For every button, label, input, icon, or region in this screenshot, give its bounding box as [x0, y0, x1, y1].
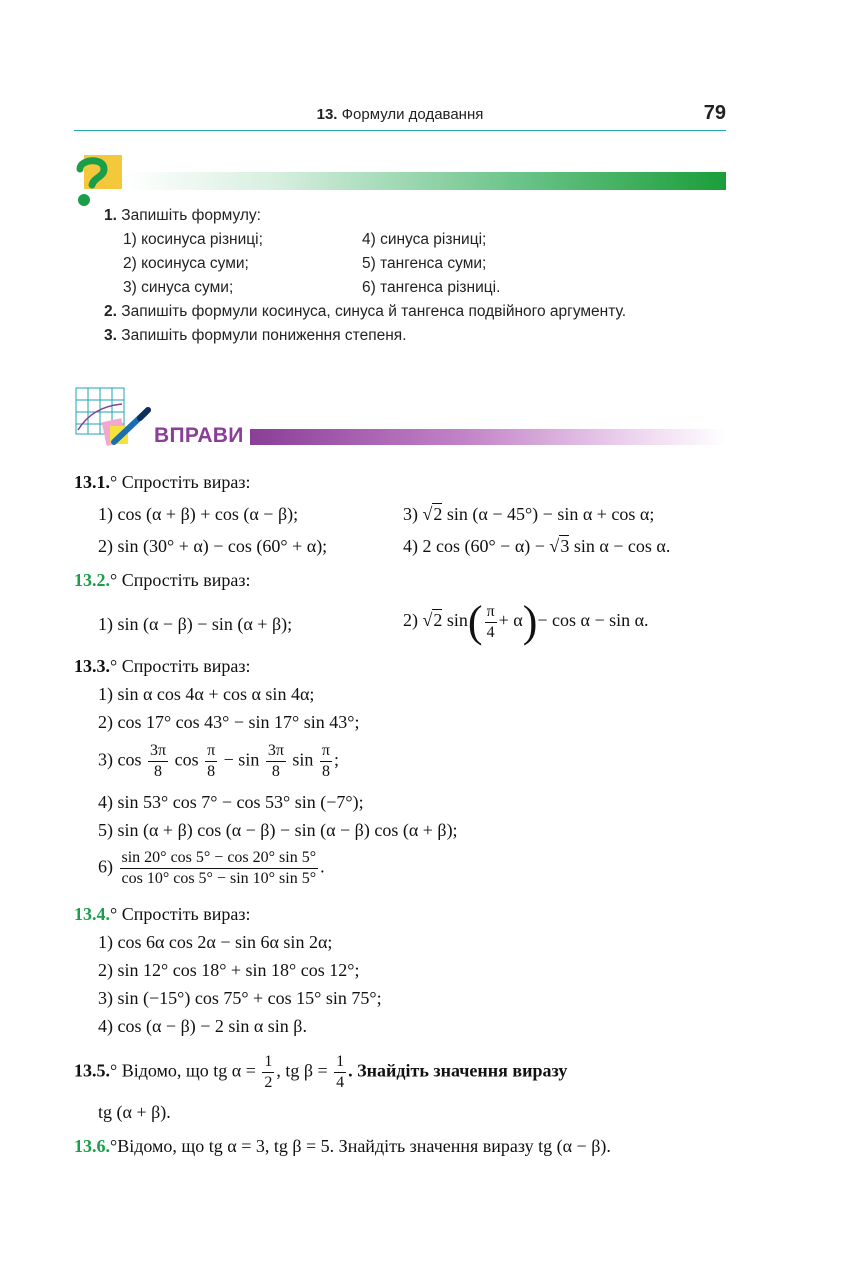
sqrt-symbol: √2: [422, 610, 443, 631]
sqrt-symbol: √3: [549, 536, 570, 556]
exercise-13-5-line-2: tg (α + β).: [98, 1102, 171, 1122]
question-mark-icon: [74, 155, 122, 207]
fraction: $\frac{3\pi}{8}$: [267, 742, 284, 780]
review-item-row: 2) косинуса суми; 5) тангенса суми;: [123, 255, 487, 272]
exercise-13-4-item-3: 3) sin (−15°) cos 75° + cos 15° sin 75°;: [98, 988, 382, 1008]
exercise-13-1-item-2: 2) sin (30° + α) − cos (60° + α);: [98, 536, 328, 556]
review-questions: [104, 204, 626, 348]
exercise-13-1-heading: 13.1.° Спростіть вираз:: [74, 472, 251, 492]
exercise-13-4-heading: 13.4.° Спростіть вираз:: [74, 904, 251, 924]
exercise-13-2-heading: 13.2.° Спростіть вираз:: [74, 570, 251, 590]
running-header: [74, 100, 726, 131]
fraction: $\frac{\pi}{8}$: [321, 742, 330, 780]
exercise-13-2-item-2: 2) √2 sin( $\frac{\pi}{4}$ + α)− cos α − sin α.: [403, 597, 649, 646]
fraction: $\frac{\sin 20^\circ \cos 5^\circ - \cos 20^\circ \sin 5^\circ}{\cos 10^\circ \cos 5^\circ - \sin 10^\circ \sin 5^\circ}$: [121, 849, 317, 887]
exercise-13-3-item-4: 4) sin 53° cos 7° − cos 53° sin (−7°);: [98, 792, 364, 812]
review-item-row: 3) синуса суми; 6) тангенса різниці.: [123, 279, 501, 296]
fraction: $\frac{\pi}{8}$: [207, 742, 216, 780]
page-number: 79: [703, 102, 726, 124]
review-question-1: 1. Запишіть формулу:: [104, 207, 261, 224]
sqrt-symbol: √2: [422, 504, 443, 524]
exercise-13-4-item-4: 4) cos (α − β) − 2 sin α sin β.: [98, 1016, 307, 1036]
fraction: $\frac{1}{4}$: [336, 1053, 345, 1091]
exercise-13-1-item-3: 3) √2 sin (α − 45°) − sin α + cos α;: [403, 504, 655, 524]
exercise-13-1-item-1: 1) cos (α + β) + cos (α − β);: [98, 504, 299, 524]
exercise-13-1-item-4: 4) 2 cos (60° − α) − √3 sin α − cos α.: [403, 536, 671, 556]
exercise-13-3-item-3: 3) cos $\frac{3\pi}{8}$ cos $\frac{\pi}{8}$ − sin $\frac{3\pi}{8}$ sin $\frac{\pi}{8}$ ;: [98, 742, 340, 780]
exercise-13-3-heading: 13.3.° Спростіть вираз:: [74, 656, 251, 676]
review-question-2: 2. Запишіть формули косинуса, синуса й тангенса подвійного аргументу.: [104, 303, 627, 320]
section-title: 13. Формули додавання: [316, 106, 484, 123]
review-question-3: 3. Запишіть формули пониження степеня.: [104, 327, 407, 344]
review-item-row: 1) косинуса різниці; 4) синуса різниці;: [123, 231, 487, 248]
exercises-header-bar: [250, 429, 726, 445]
exercise-13-5: 13.5.° Відомо, що tg α = $\frac{1}{2}$ , tg β = $\frac{1}{4}$ . Знайдіть значення виразу: [74, 1053, 568, 1091]
exercise-13-3-item-2: 2) cos 17° cos 43° − sin 17° sin 43°;: [98, 712, 360, 732]
exercise-13-6: 13.6.°Відомо, що tg α = 3, tg β = 5. Знайдіть значення виразу tg (α − β).: [74, 1136, 611, 1156]
review-header-bar: [124, 172, 726, 190]
exercise-13-4-item-2: 2) sin 12° cos 18° + sin 18° cos 12°;: [98, 960, 360, 980]
fraction: $\frac{3\pi}{8}$: [150, 742, 167, 780]
fraction: $\frac{\pi}{4}$: [486, 602, 495, 641]
exercise-13-4-item-1: 1) cos 6α cos 2α − sin 6α sin 2α;: [98, 932, 333, 952]
exercise-13-2-item-1: 1) sin (α − β) − sin (α + β);: [98, 614, 293, 634]
exercise-13-3-item-5: 5) sin (α + β) cos (α − β) − sin (α − β) cos (α + β);: [98, 820, 458, 840]
exercise-13-3-item-6: 6) $\frac{\sin 20^\circ \cos 5^\circ - \cos 20^\circ \sin 5^\circ}{\cos 10^\circ \cos 5^\circ - \sin 10^\circ \sin 5^\circ}$ .: [98, 849, 325, 887]
fraction: $\frac{1}{2}$: [264, 1053, 273, 1091]
exercise-13-3-item-1: 1) sin α cos 4α + cos α sin 4α;: [98, 684, 315, 704]
exercises-title: ВПРАВИ: [154, 424, 244, 447]
grid-pen-icon: [74, 386, 152, 448]
